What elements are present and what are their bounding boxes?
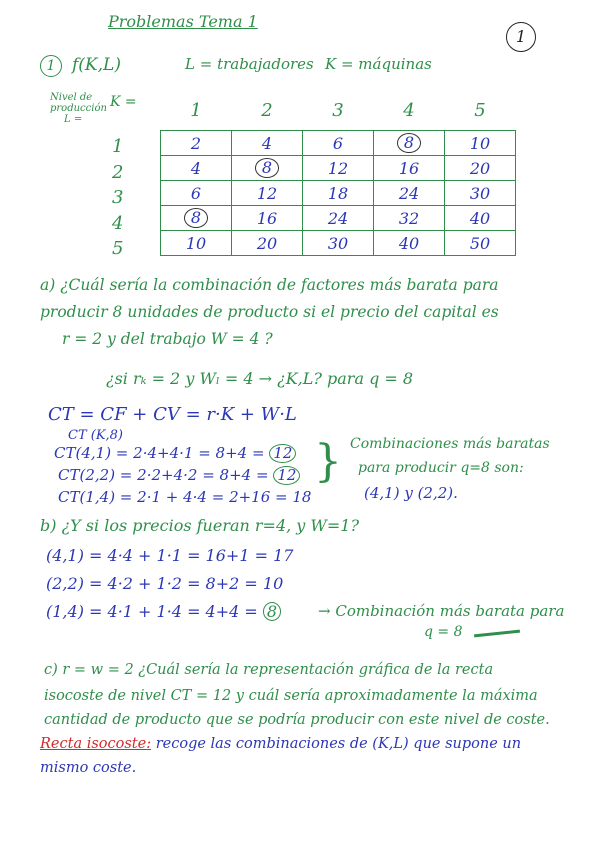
table-cell: 50 bbox=[445, 231, 516, 256]
part-b-line3-result: 8 bbox=[263, 602, 281, 621]
ct-row-2 bbox=[58, 466, 300, 485]
part-a-note-line3: (4,1) y (2,2). bbox=[364, 484, 458, 502]
part-b-line3-text: (1,4) = 4·1 + 1·4 = 4+4 = bbox=[46, 602, 258, 621]
part-c-line1: c) r = w = 2 ¿Cuál sería la representación gráfica de la recta bbox=[44, 662, 494, 678]
table-cell: 10 bbox=[161, 231, 232, 256]
table-cell: 20 bbox=[232, 231, 303, 256]
part-a-given: ¿si rₖ = 2 y Wₗ = 4 → ¿K,L? para q = 8 bbox=[106, 369, 414, 388]
capital-definition: K = máquinas bbox=[325, 55, 432, 73]
row-label: 1 bbox=[112, 136, 124, 157]
ct-row-1 bbox=[54, 444, 296, 463]
scribble-mark bbox=[474, 630, 520, 638]
brace-symbol: } bbox=[314, 436, 342, 487]
table-cell: 12 bbox=[232, 181, 303, 206]
table-cell bbox=[374, 131, 445, 156]
table-cell: 16 bbox=[232, 206, 303, 231]
table-cell: 24 bbox=[303, 206, 374, 231]
labor-definition: L = trabajadores bbox=[185, 55, 314, 73]
table-cell: 30 bbox=[445, 181, 516, 206]
table-col-header: 4 bbox=[374, 90, 445, 131]
isocost-term: Recta isocoste: bbox=[40, 736, 152, 752]
ct-row-3: CT(1,4) = 2·1 + 4·4 = 2+16 = 18 bbox=[58, 488, 312, 506]
production-table bbox=[50, 90, 520, 265]
row-label: 4 bbox=[112, 212, 124, 234]
table-cell: 30 bbox=[303, 231, 374, 256]
table-row bbox=[161, 131, 516, 156]
table-cell: 32 bbox=[374, 206, 445, 231]
table-cell bbox=[161, 206, 232, 231]
part-b-note-line2: q = 8 bbox=[424, 624, 463, 640]
ct-row-2-text: CT(2,2) = 2·2+4·2 = 8+4 = bbox=[58, 466, 269, 484]
circled-value: 8 bbox=[184, 208, 208, 228]
table-col-header: 2 bbox=[232, 90, 303, 131]
table-row bbox=[161, 156, 516, 181]
circled-value: 8 bbox=[397, 133, 421, 153]
table-col-header: 5 bbox=[445, 90, 516, 131]
table-cell: 40 bbox=[445, 206, 516, 231]
table-grid bbox=[160, 90, 516, 256]
cost-formula: CT = CF + CV = r·K + W·L bbox=[48, 404, 297, 425]
isocost-definition-line1: recoge las combinaciones de (K,L) que supone un bbox=[155, 736, 522, 752]
part-c-line3: cantidad de producto que se podría producir con este nivel de coste. bbox=[44, 712, 550, 728]
table-cell: 10 bbox=[445, 131, 516, 156]
part-a-question-line3: r = 2 y del trabajo W = 4 ? bbox=[62, 330, 273, 348]
part-b-line3 bbox=[46, 602, 281, 621]
isocost-definition-line2: mismo coste. bbox=[40, 760, 137, 776]
part-a-question-line2: producir 8 unidades de producto si el precio del capital es bbox=[40, 303, 499, 321]
row-labels bbox=[112, 134, 123, 262]
col-header-var: K = bbox=[110, 94, 137, 110]
row-header-var: L = bbox=[64, 114, 83, 125]
page-number: 1 bbox=[506, 22, 536, 52]
table-cell: 16 bbox=[374, 156, 445, 181]
table-col-header: 1 bbox=[161, 90, 232, 131]
part-c-definition bbox=[40, 736, 521, 752]
ct-row-1-text: CT(4,1) = 2·4+4·1 = 8+4 = bbox=[54, 444, 265, 462]
part-a-note-line1: Combinaciones más baratas bbox=[350, 436, 550, 452]
table-col-header: 3 bbox=[303, 90, 374, 131]
table-cell: 4 bbox=[161, 156, 232, 181]
part-b-line2: (2,2) = 4·2 + 1·2 = 8+2 = 10 bbox=[46, 574, 284, 593]
part-b-line1: (4,1) = 4·4 + 1·1 = 16+1 = 17 bbox=[46, 546, 294, 565]
ct-row-1-result: 12 bbox=[269, 444, 296, 463]
production-function: f(K,L) bbox=[72, 55, 121, 75]
row-label: 3 bbox=[112, 187, 124, 209]
table-cell: 6 bbox=[303, 131, 374, 156]
table-cell: 40 bbox=[374, 231, 445, 256]
circled-value: 8 bbox=[255, 158, 279, 178]
table-header-row bbox=[161, 90, 516, 131]
table-row bbox=[161, 231, 516, 256]
part-a-question-line1: a) ¿Cuál sería la combinación de factores más barata para bbox=[40, 276, 499, 294]
table-row bbox=[161, 206, 516, 231]
table-cell bbox=[232, 156, 303, 181]
row-label: 5 bbox=[112, 238, 124, 260]
row-header-text: Nivel de producción bbox=[50, 92, 107, 114]
table-cell: 2 bbox=[161, 131, 232, 156]
part-b-note-line1: → Combinación más barata para bbox=[318, 602, 565, 620]
page-title: Problemas Tema 1 bbox=[108, 12, 258, 31]
table-cell: 4 bbox=[232, 131, 303, 156]
table-cell: 20 bbox=[445, 156, 516, 181]
problem-number: 1 bbox=[40, 55, 62, 77]
table-row-header bbox=[50, 92, 105, 125]
table-cell: 24 bbox=[374, 181, 445, 206]
table-cell: 6 bbox=[161, 181, 232, 206]
table-row bbox=[161, 181, 516, 206]
ct-label: CT (K,8) bbox=[68, 428, 124, 443]
part-c-line2: isocoste de nivel CT = 12 y cuál sería aproximadamente la máxima bbox=[44, 688, 538, 704]
part-a-note-line2: para producir q=8 son: bbox=[358, 460, 524, 476]
row-label: 2 bbox=[112, 161, 124, 183]
part-b-question: b) ¿Y si los precios fueran r=4, y W=1? bbox=[40, 516, 360, 535]
table-cell: 12 bbox=[303, 156, 374, 181]
ct-row-2-result: 12 bbox=[273, 466, 300, 485]
table-cell: 18 bbox=[303, 181, 374, 206]
